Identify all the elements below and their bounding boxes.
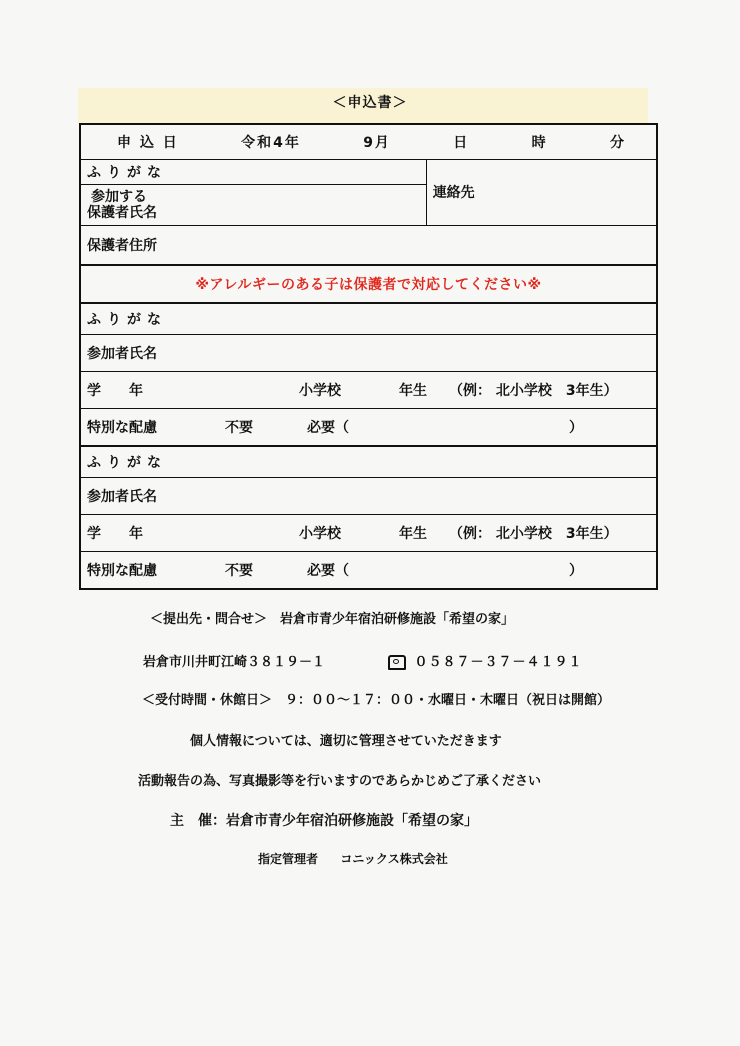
- participant-2-grade-suffix: 年生: [399, 526, 427, 542]
- date-label: 申 込 日: [117, 135, 179, 151]
- participant-1-furigana-field[interactable]: [80, 303, 657, 335]
- guardian-address-label: 保護者住所: [87, 238, 157, 254]
- participant-1-furigana-label: ふりがな: [87, 312, 167, 328]
- participant-1-needed[interactable]: 必要（: [307, 420, 349, 436]
- participant-2-grade-field[interactable]: [80, 515, 657, 552]
- participant-2-special-field[interactable]: [80, 552, 657, 590]
- footer-tel: [388, 651, 583, 670]
- participant-2-grade-label: 学 年: [87, 526, 143, 542]
- participant-1-name-field[interactable]: [80, 335, 657, 372]
- participant-2-not-needed[interactable]: 不要: [225, 563, 253, 579]
- participant-1-example: （例： 北小学校 3年生）: [449, 383, 618, 399]
- date-hour[interactable]: 時: [531, 135, 548, 151]
- contact-label: 連絡先: [432, 185, 475, 201]
- participant-1-special-field[interactable]: [80, 409, 657, 447]
- participant-1-school-label: 小学校: [299, 383, 341, 399]
- host-label: 主 催：: [170, 813, 226, 829]
- participant-1-grade-label: 学 年: [87, 383, 143, 399]
- date-era: 令和4年: [241, 135, 301, 151]
- participant-1-not-needed[interactable]: 不要: [225, 420, 253, 436]
- participant-1-special-label: 特別な配慮: [87, 420, 157, 436]
- guardian-name-label-2: 保護者氏名: [87, 205, 157, 221]
- footer-privacy: 個人情報については、適切に管理させていただきます: [190, 734, 502, 749]
- participant-1-grade-suffix: 年生: [399, 383, 427, 399]
- allergy-notice: ※アレルギーのある子は保護者で対応してください※: [80, 265, 657, 303]
- contact-field[interactable]: [426, 160, 657, 226]
- participant-2-special-label: 特別な配慮: [87, 563, 157, 579]
- date-row: [80, 124, 657, 160]
- participant-2-school-label: 小学校: [299, 526, 341, 542]
- participant-1-name-label: 参加者氏名: [87, 346, 157, 362]
- guardian-address-field[interactable]: [80, 226, 657, 266]
- guardian-name-label-1: 参加する: [91, 189, 147, 205]
- date-day[interactable]: 日: [453, 135, 470, 151]
- participant-2-furigana-field[interactable]: [80, 446, 657, 478]
- submit-line: ＜提出先・問合せ＞ 岩倉市青少年宿泊研修施設「希望の家」: [150, 612, 515, 627]
- participant-1-close-paren: ）: [569, 420, 583, 436]
- participant-2-name-field[interactable]: [80, 478, 657, 515]
- footer-tel-number: ０５８７－３７－４１９１: [414, 655, 583, 670]
- participant-2-furigana-label: ふりがな: [87, 455, 167, 471]
- manager-name: コニックス株式会社: [340, 852, 448, 866]
- guardian-furigana-field[interactable]: [80, 160, 426, 185]
- participant-2-name-label: 参加者氏名: [87, 489, 157, 505]
- phone-icon: [388, 655, 406, 670]
- participant-2-example: （例： 北小学校 3年生）: [449, 526, 618, 542]
- date-minute[interactable]: 分: [609, 135, 626, 151]
- participant-1-grade-field[interactable]: [80, 372, 657, 409]
- participant-2-close-paren: ）: [569, 563, 583, 579]
- host-name: 岩倉市青少年宿泊研修施設「希望の家」: [226, 813, 478, 829]
- footer-hours: ＜受付時間・休館日＞ ９：００～１７：００・水曜日・木曜日（祝日は開館）: [142, 693, 611, 708]
- footer-address: 岩倉市川井町江崎３８１９－１: [143, 655, 326, 670]
- form-title: ＜申込書＞: [332, 95, 408, 111]
- footer-manager: [258, 850, 448, 867]
- guardian-name-field[interactable]: [80, 185, 426, 226]
- footer-photo: 活動報告の為、写真撮影等を行いますのであらかじめご了承ください: [138, 774, 542, 789]
- date-month[interactable]: 9月: [363, 135, 391, 151]
- guardian-furigana-label: ふりがな: [87, 165, 167, 181]
- participant-2-needed[interactable]: 必要（: [307, 563, 349, 579]
- application-form: [79, 123, 658, 590]
- manager-label: 指定管理者: [258, 852, 319, 866]
- footer-host: [170, 810, 478, 830]
